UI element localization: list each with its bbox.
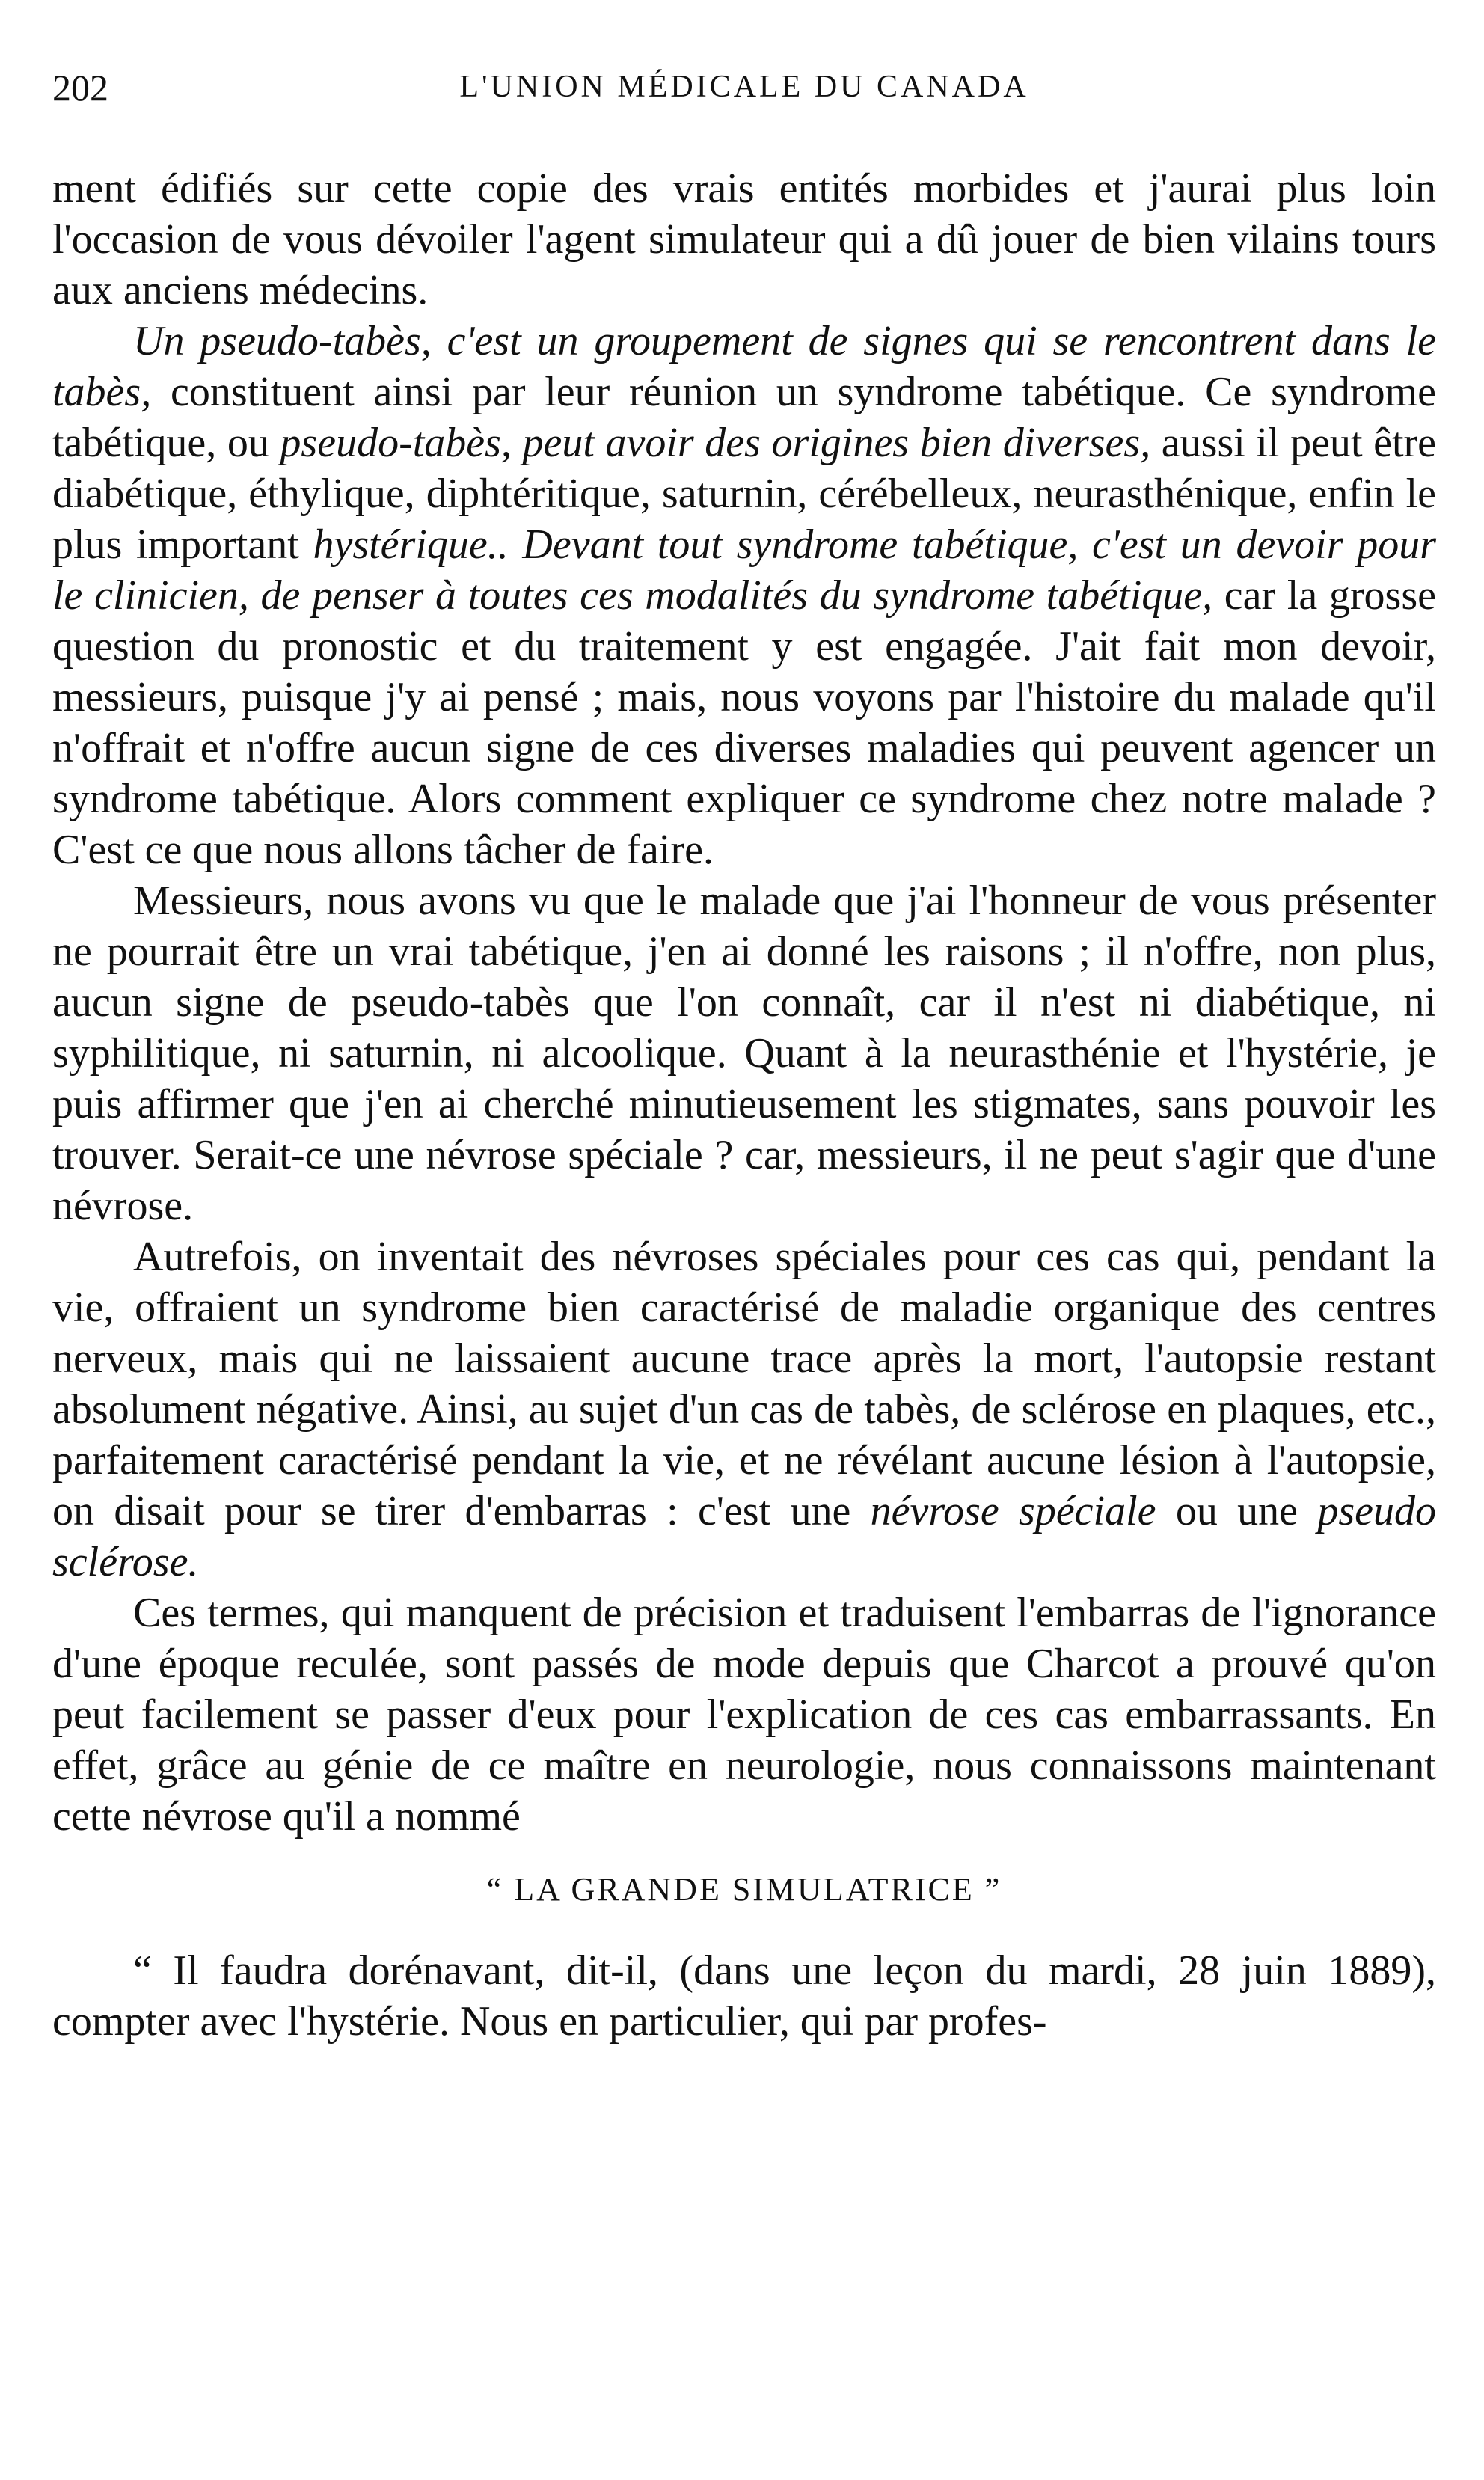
section-title: “ LA GRANDE SIMULATRICE ” xyxy=(486,1871,1002,1908)
text-run: car la grosse question du pronostic et du traitement y est engagée. J'ait fait mon devoir, messieurs, puisque j'y ai pensé ; mais, nous voyons par l'histoire du malade qu'il n'offrait et n'offre aucun signe de ces diverses maladies qui peuvent agencer un syndrome tabétique. Alors comment expliquer ce syndrome chez notre malade ? C'est ce que nous allons tâcher de faire. xyxy=(52,572,1436,873)
text-run: Ces termes, qui manquent de précision et traduisent l'embarras de l'ignorance d'une époque reculée, sont passés de mode depuis que Charcot a prouvé qu'on peut facilement se passer d'eux pour l'explication de ces cas embarrassants. En effet, grâce au génie de ce maître en neurologie, nous connaissons maintenant cette névrose qu'il a nommé xyxy=(52,1590,1436,1840)
text-run: Messieurs, nous avons vu que le malade que j'ai l'honneur de vous présenter ne pourrait être un vrai tabétique, j'en ai donné les raisons ; il n'offre, non plus, aucun signe de pseudo-tabès que l'on connaît, car il n'est ni diabétique, ni syphilitique, ni saturnin, ni alcoolique. Quant à la neurasthénie et l'hystérie, je puis affirmer que j'en ai cherché minutieusement les stigmates, sans pouvoir les trouver. Serait-ce une névrose spéciale ? car, messieurs, il ne peut s'agir que d'une névrose. xyxy=(52,878,1436,1229)
italic-run: hystérique.. Devant tout syndrome tabétique, c'est un devoir pour le clinicien, de penser à toutes ces modalités du syndrome tabétique, xyxy=(52,521,1436,619)
page-number: 202 xyxy=(52,67,108,108)
article-body xyxy=(52,163,1436,2047)
text-run: Autrefois, on inventait des névroses spéciales pour ces cas qui, pendant la vie, offraient un syndrome bien caractérisé de maladie organique des centres nerveux, mais qui ne laissaient aucune trace après la mort, l'autopsie restant absolument négative. Ainsi, au sujet d'un cas de tabès, de sclérose en plaques, etc., parfaitement caractérisé pendant la vie, et ne révélant aucune lésion à l'autopsie, on disait pour se tirer d'embarras : c'est une xyxy=(52,1234,1436,1534)
italic-run: pseudo sclérose. xyxy=(52,1488,1436,1585)
paragraph-2 xyxy=(52,316,1436,875)
italic-run: Un pseudo-tabès, c'est un groupement de signes qui se rencontrent dans le tabès, xyxy=(52,318,1436,415)
closing-paragraph xyxy=(52,1945,1436,2047)
italic-run: névrose spéciale xyxy=(870,1488,1156,1534)
running-header xyxy=(52,66,1436,126)
text-run: ou une xyxy=(1156,1488,1318,1534)
italic-run: pseudo-tabès, peut avoir des origines bien diverses, xyxy=(280,420,1151,466)
text-run: “ Il faudra dorénavant, dit-il, (dans une leçon du mardi, 28 juin 1889), compter avec l'hystérie. Nous en particulier, qui par profes- xyxy=(52,1947,1436,2045)
paragraph-5 xyxy=(52,1587,1436,1842)
paragraph-1 xyxy=(52,163,1436,316)
paragraph-3 xyxy=(52,875,1436,1231)
text-run: constituent ainsi par leur réunion un syndrome tabétique. Ce syndrome tabétique, ou xyxy=(52,369,1436,466)
text-run: aussi il peut être diabétique, éthylique, diphtéritique, saturnin, cérébelleux, neurasthénique, enfin le plus important xyxy=(52,420,1437,568)
paragraph-4 xyxy=(52,1231,1436,1587)
document-page xyxy=(52,66,1436,2047)
text-run: ment édifiés sur cette copie des vrais entités morbides et j'aurai plus loin l'occasion de vous dévoiler l'agent simulateur qui a dû jouer de bien vilains tours aux anciens médecins. xyxy=(52,165,1436,313)
journal-title: L'UNION MÉDICALE DU CANADA xyxy=(459,70,1029,104)
